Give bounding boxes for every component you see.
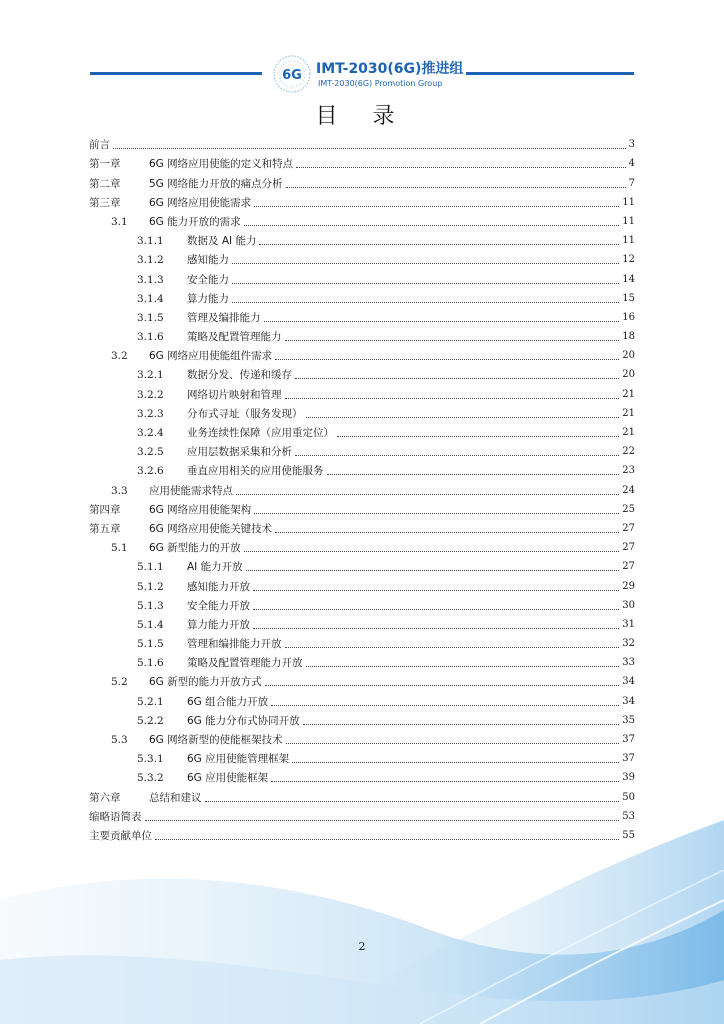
- toc-entry[interactable]: [89, 554, 635, 573]
- toc-entry-page: 53: [622, 810, 635, 822]
- toc-entry-title: 数据分发、传递和缓存: [187, 369, 292, 382]
- toc-entry-page: 33: [622, 657, 635, 669]
- toc-dot-leader: [232, 262, 619, 264]
- toc-entry-title: 前言: [89, 139, 110, 152]
- toc-dot-leader: [259, 243, 619, 245]
- toc-entry[interactable]: [89, 286, 635, 305]
- toc-dot-leader: [254, 205, 619, 207]
- toc-entry-number: 第五章: [89, 522, 121, 535]
- toc-entry-title: 6G 新型的能力开放方式: [149, 676, 262, 689]
- toc-entry-page: 21: [622, 427, 635, 438]
- toc-entry-page: 32: [622, 638, 635, 650]
- toc-entry-title: 业务连续性保障（应用重定位）: [187, 427, 334, 439]
- toc-entry-title: 应用层数据采集和分析: [187, 446, 292, 459]
- toc-entry[interactable]: [89, 765, 635, 784]
- toc-entry-number: 3.1.2: [137, 254, 164, 267]
- toc-entry-page: 3: [628, 139, 635, 151]
- toc-entry-number: 5.2: [111, 676, 128, 689]
- toc-entry-page: 37: [622, 734, 635, 745]
- toc-entry-title: 算力能力: [187, 292, 229, 305]
- toc-entry-title: 安全能力开放: [187, 599, 250, 612]
- toc-dot-leader: [271, 704, 619, 706]
- toc-entry-title: 缩略语简表: [89, 810, 142, 823]
- toc-entry-number: 3.2.2: [137, 388, 164, 401]
- toc-entry[interactable]: [89, 631, 635, 650]
- toc-dot-leader: [296, 166, 625, 168]
- toc-entry[interactable]: [89, 381, 635, 400]
- toc-entry-page: 30: [622, 599, 635, 611]
- toc-entry-number: 第二章: [89, 177, 121, 190]
- toc-entry-title: 网络切片映射和管理: [187, 388, 282, 401]
- toc-entry[interactable]: [89, 401, 635, 420]
- toc-dot-leader: [285, 397, 620, 399]
- toc-entry-number: 5.1.3: [137, 599, 164, 612]
- toc-entry[interactable]: [89, 823, 635, 842]
- toc-entry-title: 6G 能力开放的需求: [149, 215, 241, 228]
- toc-dot-leader: [265, 684, 620, 686]
- toc-entry-title: 策略及配置管理能力: [187, 331, 282, 344]
- toc-entry[interactable]: [89, 688, 635, 707]
- toc-entry[interactable]: [89, 535, 635, 554]
- toc-entry[interactable]: [89, 612, 635, 631]
- toc-entry[interactable]: [89, 439, 635, 458]
- toc-entry[interactable]: [89, 727, 635, 746]
- toc-entry[interactable]: [89, 324, 635, 343]
- toc-dot-leader: [327, 473, 620, 475]
- toc-dot-leader: [232, 301, 619, 303]
- toc-entry-title: 6G 应用使能框架: [187, 772, 269, 785]
- toc-entry-title: 管理及编排能力: [187, 311, 261, 324]
- toc-entry-number: 第六章: [89, 791, 121, 804]
- toc-entry[interactable]: [89, 151, 635, 170]
- toc-entry-title: 数据及 AI 能力: [187, 235, 257, 248]
- toc-dot-leader: [275, 531, 619, 533]
- header-rule-right: [466, 72, 634, 75]
- toc-entry-number: 3.3: [111, 484, 128, 497]
- toc-dot-leader: [244, 224, 620, 226]
- toc-entry-page: 14: [622, 273, 635, 285]
- toc-entry-number: 5.3: [111, 734, 128, 746]
- toc-entry-title: 算力能力开放: [187, 618, 250, 631]
- toc-entry-number: 第一章: [89, 158, 121, 171]
- toc-entry[interactable]: [89, 362, 635, 381]
- toc-entry-number: 3.2.3: [137, 407, 164, 420]
- toc-dot-leader: [295, 377, 619, 379]
- toc-entry-title: 6G 网络应用使能架构: [149, 503, 252, 516]
- toc-dot-leader: [253, 627, 619, 629]
- toc-entry-title: 应用使能需求特点: [149, 484, 233, 497]
- toc-entry-page: 12: [622, 254, 635, 266]
- toc-entry-page: 27: [622, 522, 635, 534]
- toc-entry-number: 3.1.1: [137, 235, 164, 248]
- toc-entry[interactable]: [89, 190, 635, 209]
- toc-entry-number: 3.1: [111, 215, 128, 228]
- toc-entry-title: 6G 网络应用使能关键技术: [149, 522, 273, 535]
- toc-entry-number: 3.1.4: [137, 292, 164, 305]
- toc-entry[interactable]: [89, 132, 635, 151]
- toc-entry-page: 23: [622, 465, 635, 477]
- toc-entry-number: 5.1.4: [137, 618, 164, 631]
- toc-entry-title: 6G 能力分布式协同开放: [187, 714, 300, 727]
- toc-entry-page: 34: [622, 676, 635, 688]
- toc-entry-page: 20: [622, 350, 635, 362]
- toc-dot-leader: [264, 320, 620, 322]
- toc-entry-number: 3.2.1: [137, 369, 164, 382]
- toc-entry-number: 3.1.6: [137, 331, 164, 344]
- svg-text:6G: 6G: [282, 68, 302, 83]
- toc-entry-page: 50: [622, 791, 635, 803]
- toc-dot-leader: [306, 665, 620, 667]
- toc-entry-number: 5.1: [111, 542, 128, 555]
- toc-entry-number: 5.3.2: [137, 772, 164, 785]
- toc-dot-leader: [275, 358, 619, 360]
- toc-entry-title: 策略及配置管理能力开放: [187, 657, 303, 670]
- toc-entry-title: 6G 组合能力开放: [187, 695, 269, 708]
- toc-dot-leader: [253, 608, 619, 610]
- toc-dot-leader: [286, 742, 620, 744]
- toc-dot-leader: [286, 186, 626, 188]
- toc-entry-page: 16: [622, 311, 635, 323]
- toc-entry-number: 5.1.6: [137, 657, 164, 670]
- toc-entry-number: 3.2.4: [137, 427, 164, 439]
- toc-entry-page: 37: [622, 753, 635, 765]
- toc-entry[interactable]: [89, 305, 635, 324]
- toc-dot-leader: [232, 282, 619, 284]
- toc-entry-title: 6G 网络新型的使能框架技术: [149, 734, 283, 746]
- toc-entry-title: 6G 网络应用使能的定义和特点: [149, 158, 294, 171]
- toc-entry-title: 管理和编排能力开放: [187, 638, 282, 651]
- toc-entry-number: 5.2.2: [137, 714, 164, 727]
- toc-dot-leader: [205, 800, 620, 802]
- toc-entry-title: 6G 网络应用使能组件需求: [149, 350, 273, 363]
- toc-entry[interactable]: [89, 209, 635, 228]
- toc-heading: 目 录: [315, 104, 409, 129]
- toc-entry-page: 34: [622, 695, 635, 707]
- toc-entry-page: 29: [622, 580, 635, 592]
- toc-entry[interactable]: [89, 669, 635, 688]
- toc-dot-leader: [285, 339, 620, 341]
- toc-entry-page: 21: [622, 388, 635, 400]
- toc-dot-leader: [236, 493, 619, 495]
- toc-entry-number: 5.1.5: [137, 638, 164, 651]
- toc-entry-page: 21: [622, 407, 635, 419]
- toc-entry-number: 3.2.5: [137, 446, 164, 459]
- toc-entry-number: 5.2.1: [137, 695, 164, 708]
- toc-entry-page: 11: [622, 235, 635, 247]
- toc-dot-leader: [306, 416, 620, 418]
- toc-entry-title: 感知能力: [187, 254, 229, 267]
- toc-entry[interactable]: [89, 228, 635, 247]
- org-name-cn: IMT-2030(6G)推进组: [316, 61, 464, 77]
- toc-dot-leader: [271, 780, 619, 782]
- toc-entry-number: 5.1.1: [137, 561, 164, 574]
- table-of-contents: [89, 132, 635, 842]
- toc-entry-title: 主要贡献单位: [89, 829, 152, 842]
- toc-entry-number: 3.2: [111, 350, 128, 363]
- toc-dot-leader: [145, 819, 620, 821]
- toc-dot-leader: [292, 761, 619, 763]
- toc-entry-title: AI 能力开放: [187, 561, 243, 574]
- toc-entry-number: 5.1.2: [137, 580, 164, 593]
- toc-dot-leader: [244, 550, 620, 552]
- toc-entry[interactable]: [89, 343, 635, 362]
- toc-entry-page: 27: [622, 561, 635, 573]
- toc-entry-page: 4: [628, 158, 635, 170]
- toc-entry-title: 总结和建议: [149, 791, 202, 804]
- toc-entry[interactable]: [89, 593, 635, 612]
- toc-entry-page: 31: [622, 618, 635, 630]
- toc-entry-title: 安全能力: [187, 273, 229, 286]
- toc-dot-leader: [246, 569, 620, 571]
- toc-entry-title: 垂直应用相关的应用使能服务: [187, 465, 324, 478]
- toc-entry-page: 39: [622, 772, 635, 784]
- toc-entry-page: 7: [628, 177, 635, 189]
- toc-entry[interactable]: [89, 420, 635, 439]
- toc-entry[interactable]: [89, 266, 635, 285]
- toc-entry[interactable]: [89, 458, 635, 477]
- toc-entry-title: 分布式寻址（服务发现）: [187, 407, 303, 420]
- toc-entry[interactable]: [89, 477, 635, 496]
- toc-dot-leader: [113, 147, 626, 149]
- toc-entry-number: 3.2.6: [137, 465, 164, 478]
- toc-entry-page: 27: [622, 542, 635, 554]
- toc-entry[interactable]: [89, 573, 635, 592]
- toc-entry-page: 55: [622, 829, 635, 841]
- toc-entry-page: 35: [622, 714, 635, 726]
- toc-dot-leader: [285, 646, 620, 648]
- toc-dot-leader: [337, 435, 619, 437]
- toc-entry-number: 3.1.5: [137, 311, 164, 324]
- toc-entry-page: 11: [622, 196, 635, 208]
- toc-dot-leader: [253, 589, 619, 591]
- toc-entry[interactable]: [89, 247, 635, 266]
- toc-entry-title: 6G 应用使能管理框架: [187, 753, 290, 766]
- toc-entry-page: 11: [622, 215, 635, 227]
- toc-entry-title: 6G 网络应用使能需求: [149, 196, 252, 209]
- toc-entry-number: 第三章: [89, 196, 121, 209]
- toc-entry[interactable]: [89, 516, 635, 535]
- org-name-en: IMT-2030(6G) Promotion Group: [318, 79, 443, 88]
- toc-dot-leader: [295, 454, 619, 456]
- toc-entry[interactable]: [89, 804, 635, 823]
- toc-entry-title: 感知能力开放: [187, 580, 250, 593]
- toc-entry[interactable]: [89, 784, 635, 803]
- toc-entry[interactable]: [89, 497, 635, 516]
- toc-entry-title: 6G 新型能力的开放: [149, 542, 241, 555]
- toc-entry-page: 22: [622, 446, 635, 458]
- header-rule-left: [90, 72, 262, 75]
- toc-entry-page: 25: [622, 503, 635, 515]
- toc-dot-leader: [254, 512, 619, 514]
- toc-entry[interactable]: [89, 170, 635, 189]
- 6g-logo-icon: [272, 54, 312, 94]
- toc-dot-leader: [303, 723, 620, 725]
- toc-entry[interactable]: [89, 708, 635, 727]
- toc-entry[interactable]: [89, 746, 635, 765]
- page-header: [0, 52, 724, 98]
- toc-entry-number: 5.3.1: [137, 753, 164, 766]
- toc-entry-number: 3.1.3: [137, 273, 164, 286]
- toc-entry-page: 15: [622, 292, 635, 304]
- toc-dot-leader: [155, 838, 619, 840]
- toc-entry-title: 5G 网络能力开放的痛点分析: [149, 177, 283, 190]
- toc-entry[interactable]: [89, 650, 635, 669]
- toc-entry-number: 第四章: [89, 503, 121, 516]
- toc-entry-page: 18: [622, 331, 635, 343]
- toc-entry-page: 24: [622, 484, 635, 496]
- page-number: 2: [358, 940, 366, 953]
- toc-entry-page: 20: [622, 369, 635, 381]
